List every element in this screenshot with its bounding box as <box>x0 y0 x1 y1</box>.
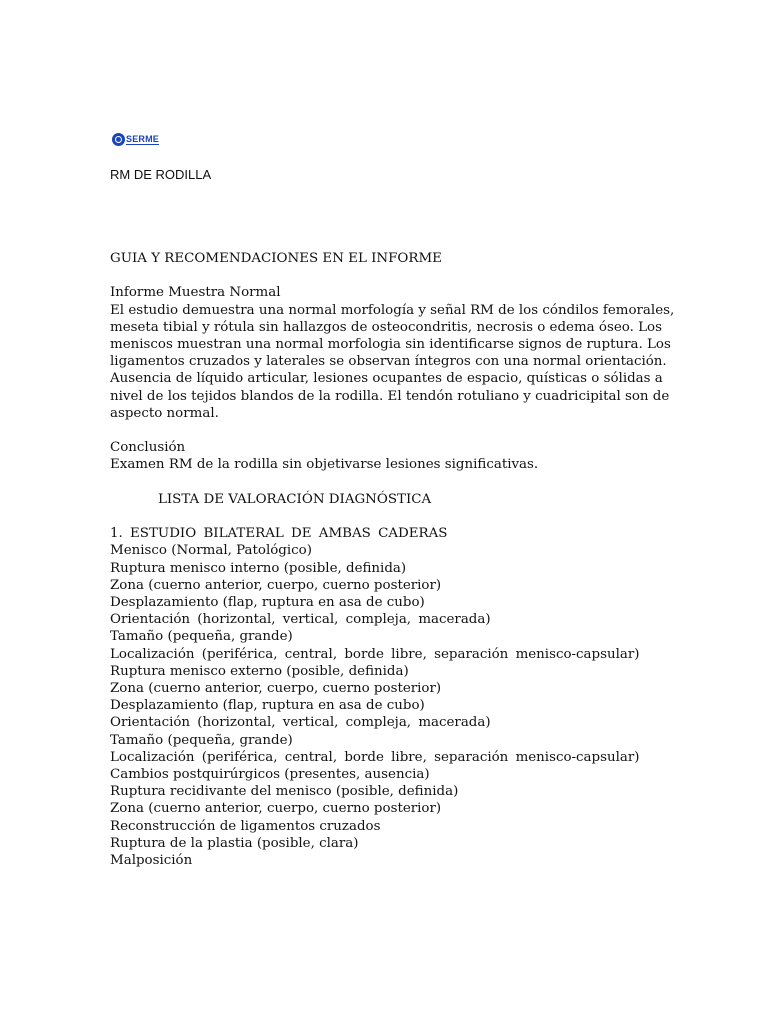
diagnostic-section-heading: 1. ESTUDIO BILATERAL DE AMBAS CADERAS <box>110 526 448 542</box>
list-item: Zona (cuerno anterior, cuerpo, cuerno posterior) <box>110 577 442 593</box>
list-item: Menisco (Normal, Patológico) <box>110 543 312 559</box>
list-item: Desplazamiento (flap, ruptura en asa de cubo) <box>110 595 425 610</box>
list-item: Ruptura menisco externo (posible, definida) <box>110 663 409 679</box>
list-item: Desplazamiento (flap, ruptura en asa de cubo) <box>110 698 425 714</box>
list-item: Localización (periférica, central, borde libre, separación menisco-capsular) <box>110 646 640 662</box>
list-item: Orientación (horizontal, vertical, compleja, macerada) <box>110 612 491 628</box>
list-item: Ruptura de la plastia (posible, clara) <box>110 835 359 851</box>
list-item: Ruptura recidivante del menisco (posible, definida) <box>110 784 459 800</box>
section-title: GUIA Y RECOMENDACIONES EN EL INFORME <box>110 251 442 266</box>
normal-report-line: meniscos muestran una normal morfologia sin identificarse signos de ruptura. Los <box>110 337 671 352</box>
list-item: Orientación (horizontal, vertical, compleja, macerada) <box>110 715 491 731</box>
conclusion-heading: Conclusión <box>110 440 186 456</box>
normal-report-heading: Informe Muestra Normal <box>110 285 281 301</box>
normal-report-line: aspecto normal. <box>110 405 219 421</box>
logo-text: SERME <box>126 133 160 144</box>
document-title: RM DE RODILLA <box>110 167 212 182</box>
list-item: Reconstrucción de ligamentos cruzados <box>110 818 381 834</box>
list-item: Zona (cuerno anterior, cuerpo, cuerno posterior) <box>110 681 442 697</box>
list-item: Ruptura menisco interno (posible, definida) <box>110 560 407 576</box>
conclusion-text: Examen RM de la rodilla sin objetivarse lesiones significativas. <box>110 457 539 473</box>
normal-report-line: ligamentos cruzados y laterales se observan íntegros con una normal orientación. <box>110 354 667 370</box>
normal-report-line: meseta tibial y rótula sin hallazgos de osteocondritis, necrosis o edema óseo. Los <box>110 319 662 335</box>
list-item: Zona (cuerno anterior, cuerpo, cuerno posterior) <box>110 801 442 817</box>
serme-logo <box>112 132 159 146</box>
list-item: Tamaño (pequeña, grande) <box>110 629 293 645</box>
serme-emblem-icon <box>112 133 125 146</box>
normal-report-line: nivel de los tejidos blandos de la rodilla. El tendón rotuliano y cuadricipital son de <box>110 388 670 404</box>
list-item: Cambios postquirúrgicos (presentes, ausencia) <box>110 767 430 783</box>
normal-report-line: El estudio demuestra una normal morfología y señal RM de los cóndilos femorales, <box>110 302 675 318</box>
list-item: Malposición <box>110 853 193 869</box>
list-item: Tamaño (pequeña, grande) <box>110 732 293 748</box>
normal-report-line: Ausencia de líquido articular, lesiones ocupantes de espacio, quísticas o sólidas a <box>110 371 663 387</box>
list-item: Localización (periférica, central, borde libre, separación menisco-capsular) <box>110 749 640 765</box>
diagnostic-list-title: LISTA DE VALORACIÓN DIAGNÓSTICA <box>158 491 432 507</box>
document-body <box>110 250 675 869</box>
